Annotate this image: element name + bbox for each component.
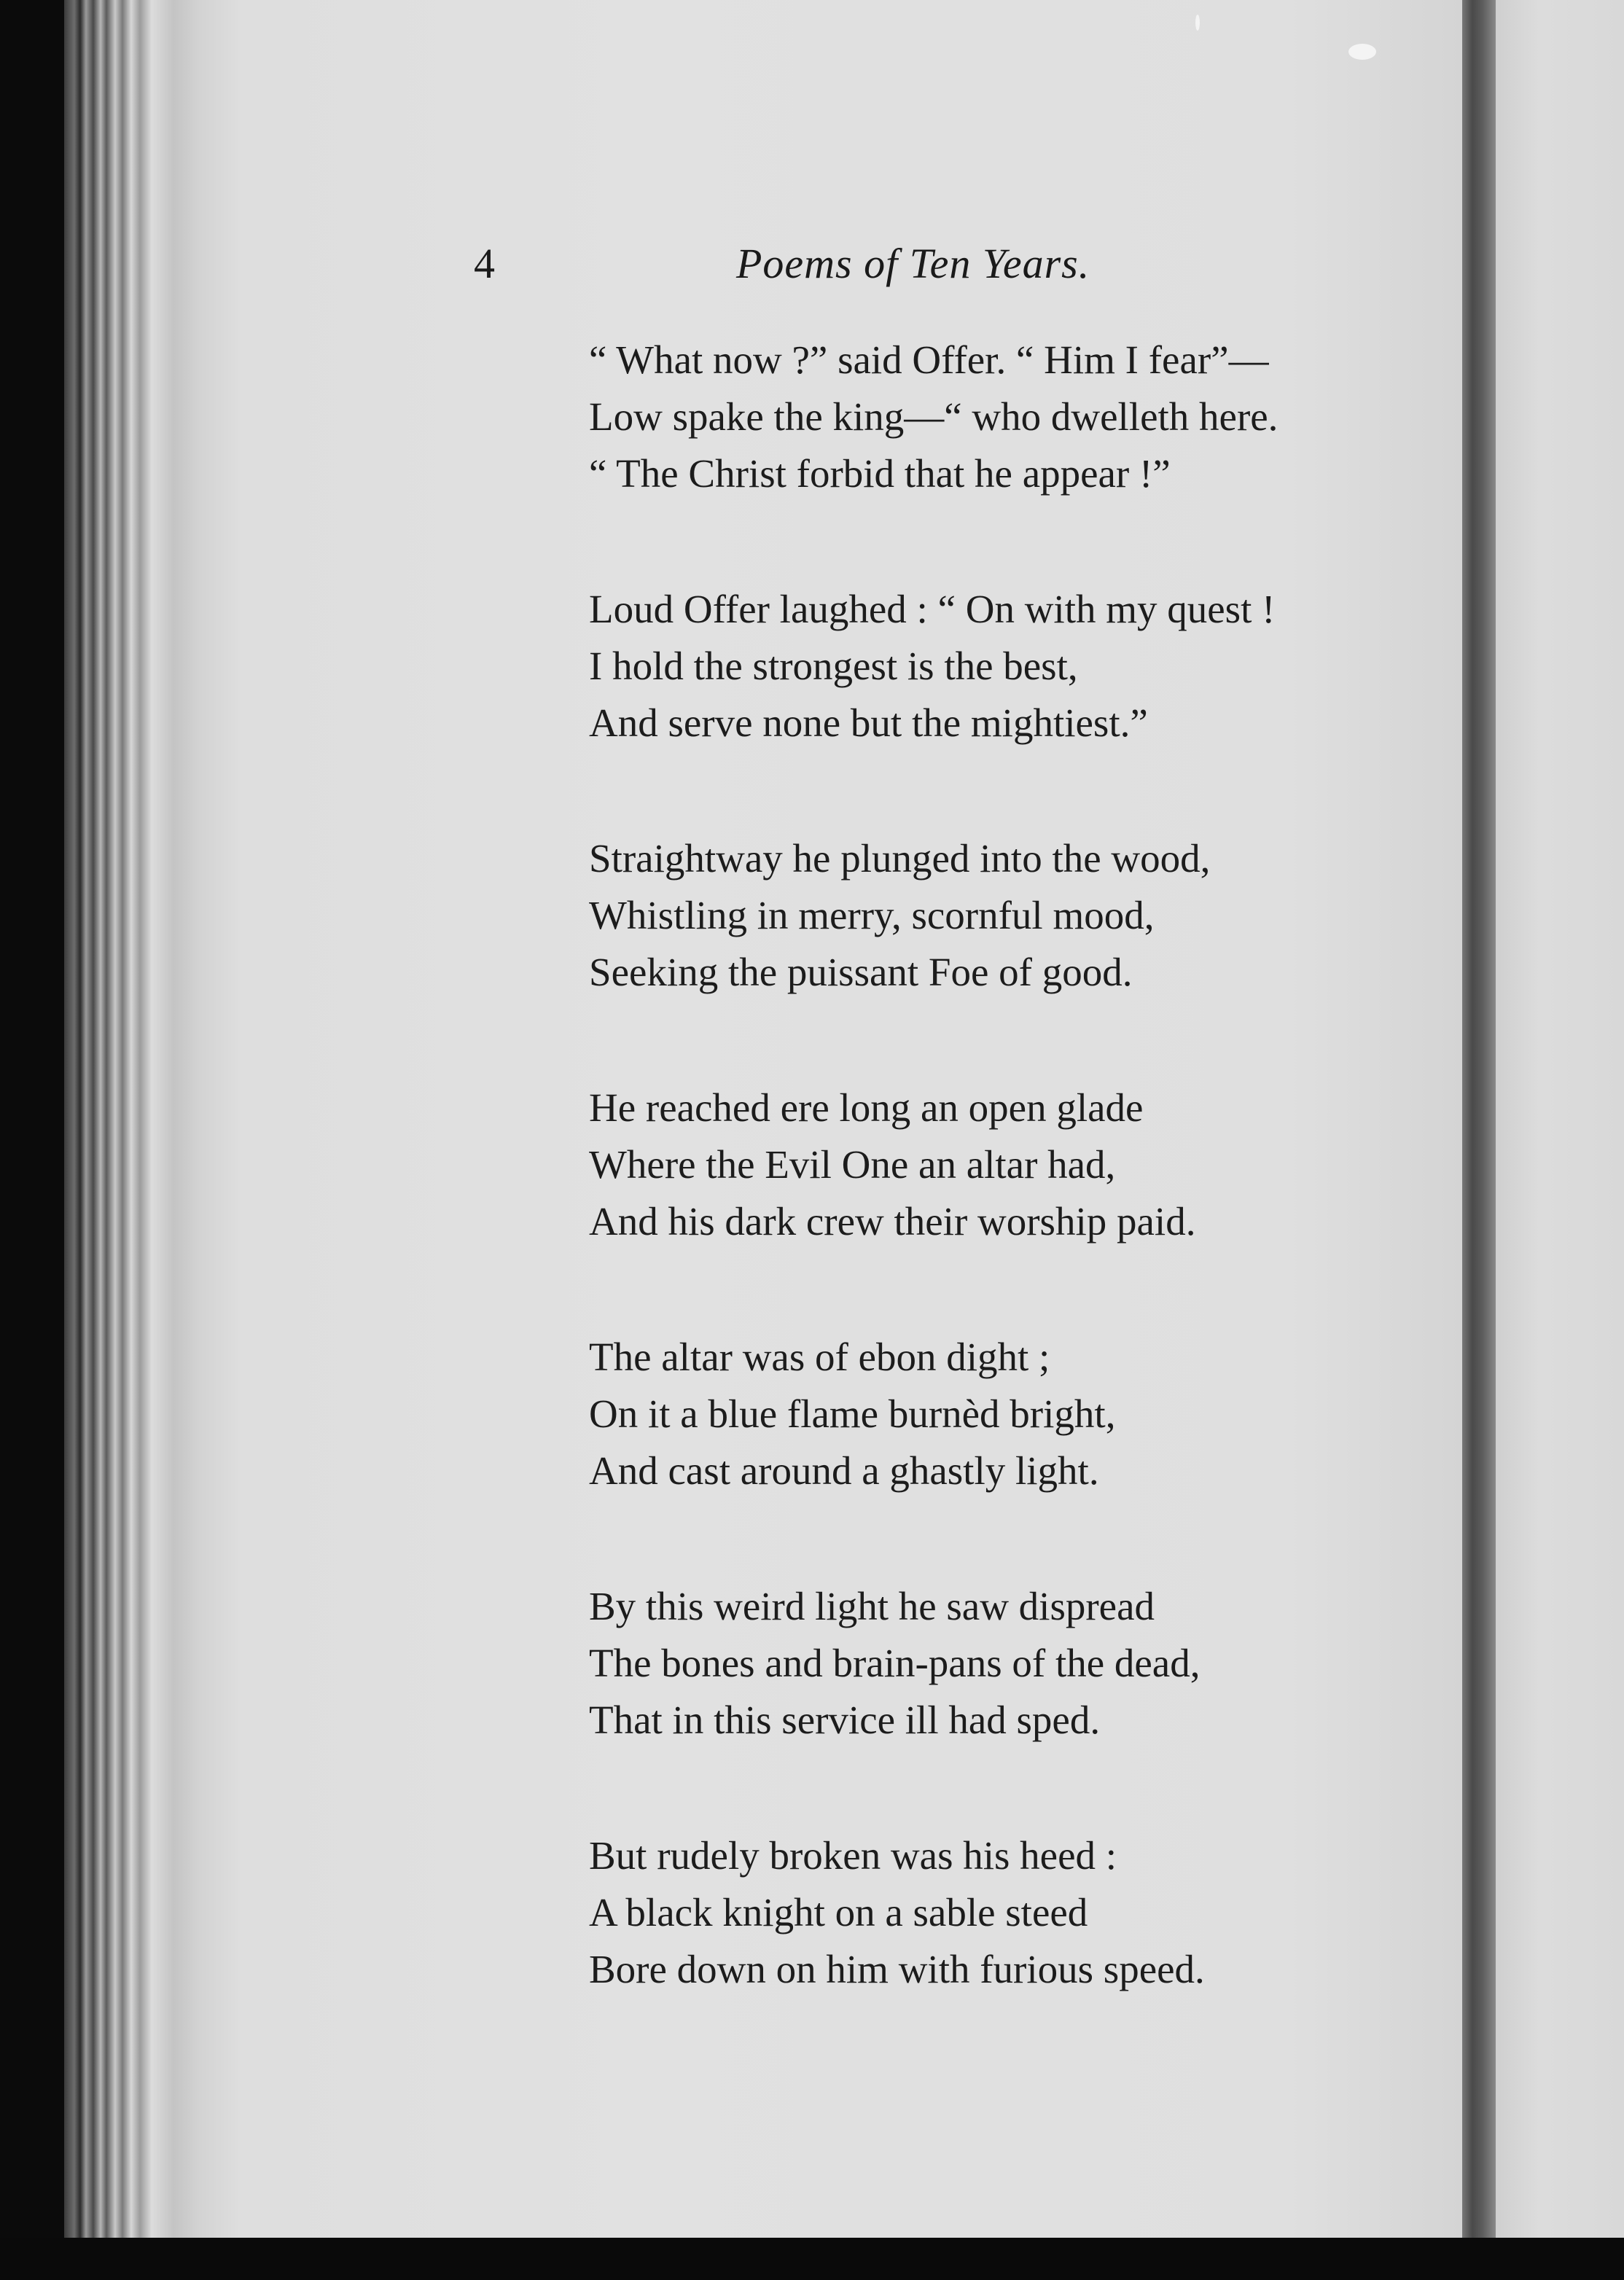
poem-line: And cast around a ghastly light. bbox=[589, 1448, 1099, 1493]
poem-line: But rudely broken was his heed : bbox=[589, 1833, 1117, 1878]
scan-speck bbox=[1195, 15, 1200, 31]
poem-line: And serve none but the mightiest.” bbox=[589, 700, 1148, 745]
stanza bbox=[589, 1080, 1464, 1329]
scan-border-bottom bbox=[0, 2238, 1624, 2280]
poem-line: Where the Evil One an altar had, bbox=[589, 1142, 1116, 1187]
poem-line: “ What now ?” said Offer. “ Him I fear”— bbox=[589, 337, 1269, 382]
poem-line: Bore down on him with furious speed. bbox=[589, 1947, 1205, 1991]
poem-line: Whistling in merry, scornful mood, bbox=[589, 893, 1155, 937]
scan-speck bbox=[1348, 44, 1376, 60]
poem-line: Loud Offer laughed : “ On with my quest ! bbox=[589, 587, 1276, 631]
poem-line: Straightway he plunged into the wood, bbox=[589, 836, 1211, 881]
poem-line: The bones and brain-pans of the dead, bbox=[589, 1641, 1201, 1685]
stanza bbox=[589, 1827, 1464, 2077]
facing-page-edge bbox=[1496, 0, 1624, 2238]
stanza bbox=[589, 581, 1464, 830]
poem-line: “ The Christ forbid that he appear !” bbox=[589, 451, 1171, 496]
poem-line: That in this service ill had sped. bbox=[589, 1698, 1101, 1742]
poem-line: Low spake the king—“ who dwelleth here. bbox=[589, 394, 1278, 439]
page-number: 4 bbox=[474, 240, 495, 287]
book-gutter bbox=[1462, 0, 1496, 2241]
poem-line: Seeking the puissant Foe of good. bbox=[589, 950, 1133, 994]
running-header bbox=[474, 235, 1458, 293]
stanza bbox=[589, 1578, 1464, 1827]
running-title: Poems of Ten Years. bbox=[736, 240, 1090, 287]
poem-line: I hold the strongest is the best, bbox=[589, 644, 1078, 688]
stanza bbox=[589, 1329, 1464, 1578]
poem-line: On it a blue flame burnèd bright, bbox=[589, 1391, 1116, 1436]
poem-line: The altar was of ebon dight ; bbox=[589, 1335, 1050, 1379]
poem-line: By this weird light he saw dispread bbox=[589, 1584, 1155, 1628]
poem-line: A black knight on a sable steed bbox=[589, 1890, 1088, 1935]
poem-body bbox=[589, 332, 1464, 2077]
poem-line: And his dark crew their worship paid. bbox=[589, 1199, 1196, 1244]
book-page-edges bbox=[64, 0, 210, 2245]
stanza bbox=[589, 332, 1464, 581]
poem-line: He reached ere long an open glade bbox=[589, 1085, 1144, 1130]
stanza bbox=[589, 830, 1464, 1080]
